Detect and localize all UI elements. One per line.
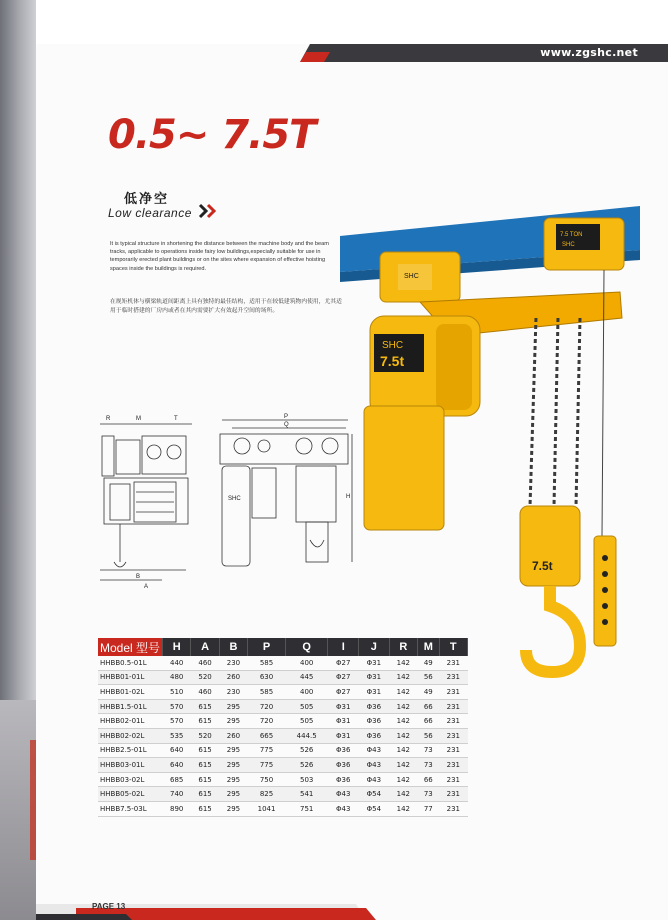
- table-cell: Φ31: [328, 728, 359, 743]
- page-number: PAGE 13: [92, 902, 126, 911]
- table-row: [98, 772, 468, 787]
- dim-label-p: P: [284, 414, 289, 420]
- table-cell: 73: [418, 787, 440, 802]
- table-cell: 665: [248, 728, 286, 743]
- table-cell: 142: [389, 772, 417, 787]
- column-header-model: Model 型号: [98, 638, 163, 656]
- table-cell: 740: [163, 787, 191, 802]
- table-cell: 720: [248, 714, 286, 729]
- column-header: A: [191, 638, 219, 656]
- table-cell: 615: [191, 787, 219, 802]
- spec-table: [98, 638, 468, 817]
- table-row: [98, 699, 468, 714]
- table-row: [98, 728, 468, 743]
- table-cell: 142: [389, 670, 417, 685]
- table-cell: 142: [389, 656, 417, 670]
- table-row: [98, 685, 468, 700]
- table-cell: 231: [439, 772, 467, 787]
- table-cell: 142: [389, 685, 417, 700]
- table-cell: 142: [389, 699, 417, 714]
- table-cell: 615: [191, 772, 219, 787]
- table-cell: 56: [418, 728, 440, 743]
- model-cell: HHBB2.5-01L: [98, 743, 163, 758]
- table-cell: Φ31: [328, 699, 359, 714]
- column-header: Q: [285, 638, 328, 656]
- table-row: [98, 801, 468, 816]
- table-cell: 295: [219, 714, 247, 729]
- table-cell: 640: [163, 758, 191, 773]
- table-cell: 510: [163, 685, 191, 700]
- table-cell: 535: [163, 728, 191, 743]
- dim-label-b: B: [136, 574, 141, 580]
- table-cell: Φ31: [359, 656, 390, 670]
- table-cell: Φ54: [359, 801, 390, 816]
- model-cell: HHBB0.5-01L: [98, 656, 163, 670]
- table-cell: 585: [248, 656, 286, 670]
- table-cell: 231: [439, 743, 467, 758]
- dim-label-m: M: [136, 416, 141, 422]
- table-cell: 295: [219, 743, 247, 758]
- hook-capacity: 7.5t: [532, 559, 553, 573]
- table-cell: 505: [285, 714, 328, 729]
- table-cell: 295: [219, 787, 247, 802]
- table-cell: 56: [418, 670, 440, 685]
- table-cell: 615: [191, 801, 219, 816]
- table-cell: Φ27: [328, 685, 359, 700]
- dim-label-r: R: [106, 416, 111, 422]
- table-cell: 775: [248, 758, 286, 773]
- block-capacity: 7.5t: [380, 353, 405, 369]
- drawing-brand: SHC: [228, 496, 241, 502]
- table-cell: 751: [285, 801, 328, 816]
- table-cell: Φ36: [359, 714, 390, 729]
- table-cell: 231: [439, 699, 467, 714]
- table-cell: 231: [439, 670, 467, 685]
- table-cell: 49: [418, 656, 440, 670]
- model-cell: HHBB1.5-01L: [98, 699, 163, 714]
- table-cell: 142: [389, 801, 417, 816]
- table-cell: 480: [163, 670, 191, 685]
- table-cell: 520: [191, 670, 219, 685]
- dim-label-h: H: [346, 494, 351, 500]
- table-cell: 630: [248, 670, 286, 685]
- table-cell: 445: [285, 670, 328, 685]
- dim-label-a: A: [144, 584, 149, 590]
- table-cell: 230: [219, 685, 247, 700]
- trolley-brand-left: SHC: [404, 273, 419, 280]
- table-cell: 142: [389, 728, 417, 743]
- column-header: P: [248, 638, 286, 656]
- table-cell: 66: [418, 699, 440, 714]
- model-cell: HHBB02-02L: [98, 728, 163, 743]
- model-cell: HHBB03-02L: [98, 772, 163, 787]
- table-cell: Φ43: [359, 743, 390, 758]
- table-cell: 444.5: [285, 728, 328, 743]
- table-cell: 440: [163, 656, 191, 670]
- table-cell: 640: [163, 743, 191, 758]
- table-cell: 295: [219, 801, 247, 816]
- table-row: [98, 787, 468, 802]
- table-header-row: [98, 638, 468, 656]
- table-cell: 503: [285, 772, 328, 787]
- column-header: J: [359, 638, 390, 656]
- table-cell: 231: [439, 685, 467, 700]
- table-cell: 720: [248, 699, 286, 714]
- block-brand: SHC: [382, 340, 404, 351]
- table-cell: 400: [285, 685, 328, 700]
- model-cell: HHBB02-01L: [98, 714, 163, 729]
- column-header: M: [418, 638, 440, 656]
- table-cell: 615: [191, 699, 219, 714]
- table-cell: 231: [439, 656, 467, 670]
- model-cell: HHBB03-01L: [98, 758, 163, 773]
- capacity-title: 0.5~ 7.5T: [108, 112, 316, 158]
- column-header: B: [219, 638, 247, 656]
- hoist-photo: [340, 206, 640, 676]
- table-cell: 505: [285, 699, 328, 714]
- table-cell: 526: [285, 758, 328, 773]
- description-cn: 在规矩机体与横梁轨道间距离上具有独特的最佳结构，适用于在较低建筑物内使用，尤其适用于临时搭建的厂房内或者在其内需要扩大有效起升空间的场所。: [110, 299, 342, 314]
- table-cell: 231: [439, 714, 467, 729]
- table-cell: 66: [418, 772, 440, 787]
- table-cell: 73: [418, 758, 440, 773]
- table-cell: 142: [389, 787, 417, 802]
- table-cell: 66: [418, 714, 440, 729]
- table-cell: Φ43: [359, 758, 390, 773]
- table-cell: 541: [285, 787, 328, 802]
- table-row: [98, 758, 468, 773]
- table-cell: 142: [389, 758, 417, 773]
- model-cell: HHBB05-02L: [98, 787, 163, 802]
- footer-bar: [36, 900, 668, 920]
- double-chevron-icon: [198, 203, 218, 219]
- table-cell: 526: [285, 743, 328, 758]
- table-row: [98, 714, 468, 729]
- table-cell: Φ31: [359, 685, 390, 700]
- table-cell: Φ36: [328, 772, 359, 787]
- table-row: [98, 743, 468, 758]
- column-header: R: [389, 638, 417, 656]
- table-cell: 460: [191, 656, 219, 670]
- table-cell: 570: [163, 714, 191, 729]
- table-cell: Φ43: [328, 787, 359, 802]
- table-cell: 295: [219, 772, 247, 787]
- site-url: www.zgshc.net: [540, 46, 638, 59]
- table-cell: 825: [248, 787, 286, 802]
- table-row: [98, 656, 468, 670]
- table-cell: 685: [163, 772, 191, 787]
- table-cell: 77: [418, 801, 440, 816]
- table-cell: 295: [219, 699, 247, 714]
- table-cell: 260: [219, 728, 247, 743]
- table-cell: 49: [418, 685, 440, 700]
- table-cell: 231: [439, 728, 467, 743]
- table-cell: 400: [285, 656, 328, 670]
- table-cell: 231: [439, 758, 467, 773]
- table-cell: 890: [163, 801, 191, 816]
- table-cell: Φ36: [328, 743, 359, 758]
- title-cn: 低净空: [124, 191, 170, 206]
- model-cell: HHBB7.5-03L: [98, 801, 163, 816]
- description-en: It is typical structure in shortening the distance between the machine body and the beam tracks, applicable to operations inside fairy low buildings,especially suitable for use in temporarily erected plant buildings or on the sites where expansion of effective hoisting spaces inside the buildings is required.: [110, 241, 329, 272]
- table-cell: 585: [248, 685, 286, 700]
- table-cell: Φ36: [359, 728, 390, 743]
- table-cell: Φ27: [328, 670, 359, 685]
- dim-label-q: Q: [284, 422, 289, 428]
- table-cell: 231: [439, 787, 467, 802]
- model-cell: HHBB01-01L: [98, 670, 163, 685]
- table-cell: 142: [389, 714, 417, 729]
- trolley-capacity: 7.5 TON: [560, 232, 583, 238]
- table-cell: 520: [191, 728, 219, 743]
- table-cell: Φ43: [328, 801, 359, 816]
- table-cell: Φ31: [328, 714, 359, 729]
- table-cell: 1041: [248, 801, 286, 816]
- dimension-drawings: [96, 412, 362, 590]
- table-cell: 142: [389, 743, 417, 758]
- table-cell: Φ54: [359, 787, 390, 802]
- table-cell: 295: [219, 758, 247, 773]
- table-cell: 615: [191, 714, 219, 729]
- table-cell: 775: [248, 743, 286, 758]
- dim-label-t: T: [174, 416, 178, 422]
- column-header: T: [439, 638, 467, 656]
- table-cell: 615: [191, 743, 219, 758]
- table-cell: 260: [219, 670, 247, 685]
- table-cell: 460: [191, 685, 219, 700]
- table-cell: Φ31: [359, 670, 390, 685]
- table-cell: Φ27: [328, 656, 359, 670]
- table-cell: 750: [248, 772, 286, 787]
- column-header: I: [328, 638, 359, 656]
- table-cell: Φ36: [359, 699, 390, 714]
- trolley-brand: SHC: [562, 242, 575, 248]
- table-cell: 230: [219, 656, 247, 670]
- table-row: [98, 670, 468, 685]
- model-cell: HHBB01-02L: [98, 685, 163, 700]
- column-header: H: [163, 638, 191, 656]
- table-cell: Φ43: [359, 772, 390, 787]
- title-en: Low clearance: [108, 206, 192, 220]
- table-cell: 615: [191, 758, 219, 773]
- table-cell: 73: [418, 743, 440, 758]
- table-cell: 570: [163, 699, 191, 714]
- table-cell: Φ36: [328, 758, 359, 773]
- table-body: [98, 656, 468, 816]
- table-cell: 231: [439, 801, 467, 816]
